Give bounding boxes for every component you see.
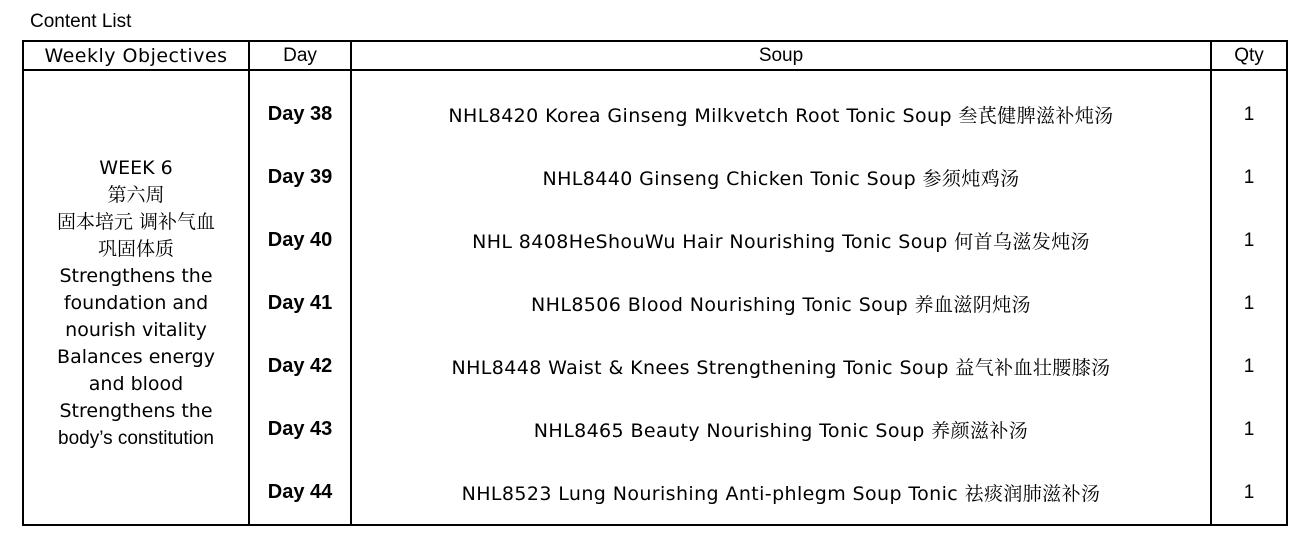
soup-cell: NHL 8408HeShouWu Hair Nourishing Tonic Soup 何首乌滋发炖汤 <box>351 209 1211 272</box>
header-day: Day <box>249 41 351 70</box>
qty-cell: 1 <box>1211 398 1287 461</box>
qty-cell: 1 <box>1211 335 1287 398</box>
day-cell: Day 44 <box>249 461 351 525</box>
day-cell: Day 42 <box>249 335 351 398</box>
objective-en-line-6: Strengthens the <box>59 400 213 422</box>
content-table <box>22 40 1288 526</box>
objective-en-line-1: Strengthens the <box>59 265 213 287</box>
header-qty: Qty <box>1211 41 1287 70</box>
objective-en-line-3: nourish vitality <box>65 319 207 341</box>
header-soup: Soup <box>351 41 1211 70</box>
day-cell: Day 43 <box>249 398 351 461</box>
qty-cell: 1 <box>1211 70 1287 146</box>
day-cell: Day 39 <box>249 146 351 209</box>
soup-cell: NHL8506 Blood Nourishing Tonic Soup 养血滋阴炖汤 <box>351 272 1211 335</box>
soup-cell: NHL8420 Korea Ginseng Milkvetch Root Tonic Soup 叁芪健脾滋补炖汤 <box>351 70 1211 146</box>
day-cell: Day 38 <box>249 70 351 146</box>
soup-cell: NHL8465 Beauty Nourishing Tonic Soup 养颜滋补汤 <box>351 398 1211 461</box>
objective-cn-line-1: 固本培元 调补气血 <box>56 211 216 233</box>
week-label-cn: 第六周 <box>107 184 165 206</box>
week-label: WEEK 6 <box>99 157 173 179</box>
objective-en-line-7: body’s constitution <box>58 428 214 449</box>
qty-cell: 1 <box>1211 209 1287 272</box>
qty-cell: 1 <box>1211 272 1287 335</box>
soup-cell: NHL8440 Ginseng Chicken Tonic Soup 参须炖鸡汤 <box>351 146 1211 209</box>
page-title: Content List <box>30 11 132 32</box>
header-weekly-objectives: Weekly Objectives <box>23 41 249 70</box>
qty-cell: 1 <box>1211 146 1287 209</box>
objective-en-line-5: and blood <box>88 373 184 395</box>
table-row <box>23 70 1287 146</box>
day-cell: Day 40 <box>249 209 351 272</box>
day-cell: Day 41 <box>249 272 351 335</box>
soup-cell: NHL8448 Waist & Knees Strengthening Tonic Soup 益气补血壮腰膝汤 <box>351 335 1211 398</box>
objective-en-line-4: Balances energy <box>57 346 215 368</box>
qty-cell: 1 <box>1211 461 1287 525</box>
weekly-objective-cell <box>23 70 249 525</box>
soup-cell: NHL8523 Lung Nourishing Anti-phlegm Soup Tonic 祛痰润肺滋补汤 <box>351 461 1211 525</box>
objective-en-line-2: foundation and <box>63 292 209 314</box>
objective-cn-line-2: 巩固体质 <box>97 238 174 260</box>
header-row <box>23 41 1287 70</box>
